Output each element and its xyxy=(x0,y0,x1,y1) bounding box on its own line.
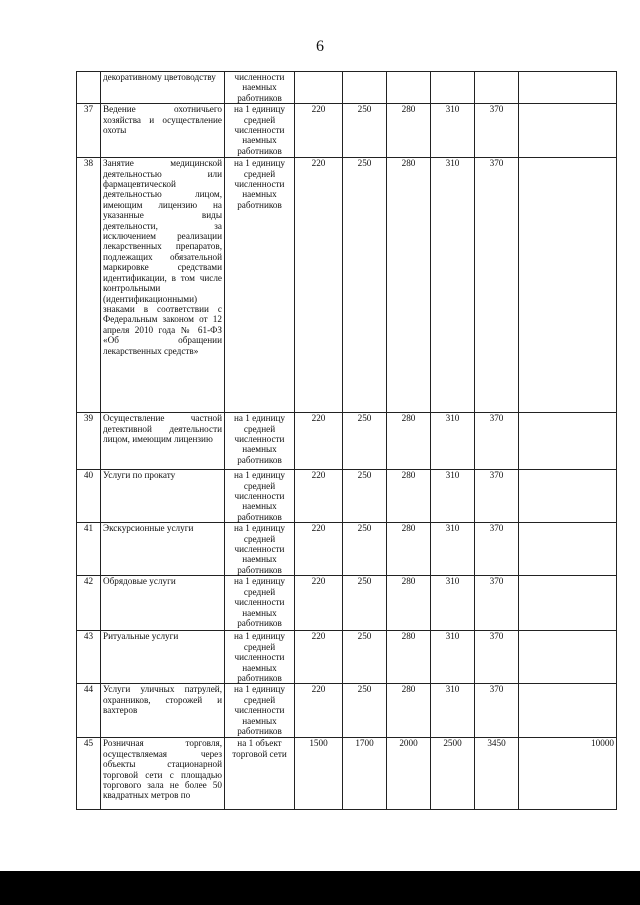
rate-cell: 250 xyxy=(343,470,387,523)
rate-cell: 370 xyxy=(475,684,519,738)
rate-cell: 310 xyxy=(431,576,475,631)
activity-cell: Услуги уличных патрулей, охранников, сторожей и вахтеров xyxy=(101,684,225,738)
rate-cell: 310 xyxy=(431,684,475,738)
rate-cell: 250 xyxy=(343,576,387,631)
rate-cell xyxy=(295,72,343,104)
table-row xyxy=(77,158,617,413)
rate-cell: 220 xyxy=(295,684,343,738)
rate-cell xyxy=(475,72,519,104)
rate-cell: 280 xyxy=(387,413,431,470)
extra-rate-cell xyxy=(519,684,617,738)
row-number-cell: 37 xyxy=(77,104,101,158)
row-number-cell: 44 xyxy=(77,684,101,738)
rate-cell: 220 xyxy=(295,576,343,631)
activity-cell: декоративному цветоводству xyxy=(101,72,225,104)
rate-cell: 310 xyxy=(431,470,475,523)
rate-cell: 220 xyxy=(295,470,343,523)
rate-cell: 220 xyxy=(295,523,343,576)
extra-rate-cell: 10000 xyxy=(519,738,617,810)
unit-cell: на 1 объект торговой сети xyxy=(225,738,295,810)
row-number-cell: 38 xyxy=(77,158,101,413)
unit-cell: на 1 единицу средней численности наемных работников xyxy=(225,523,295,576)
rate-cell: 370 xyxy=(475,104,519,158)
rate-cell: 310 xyxy=(431,413,475,470)
row-number-cell: 43 xyxy=(77,631,101,684)
rate-cell xyxy=(387,72,431,104)
rate-cell: 280 xyxy=(387,631,431,684)
unit-cell: на 1 единицу средней численности наемных работников xyxy=(225,470,295,523)
extra-rate-cell xyxy=(519,631,617,684)
table-row xyxy=(77,413,617,470)
rate-cell: 2500 xyxy=(431,738,475,810)
rate-cell: 220 xyxy=(295,158,343,413)
table-row xyxy=(77,684,617,738)
rate-cell: 2000 xyxy=(387,738,431,810)
rate-cell: 250 xyxy=(343,413,387,470)
row-number-cell: 39 xyxy=(77,413,101,470)
scan-bottom-border xyxy=(0,871,640,905)
table-row xyxy=(77,523,617,576)
rate-cell: 220 xyxy=(295,104,343,158)
rate-cell: 280 xyxy=(387,523,431,576)
extra-rate-cell xyxy=(519,413,617,470)
activity-cell: Ритуальные услуги xyxy=(101,631,225,684)
rate-cell: 1700 xyxy=(343,738,387,810)
rate-cell: 310 xyxy=(431,631,475,684)
rate-cell: 220 xyxy=(295,413,343,470)
rate-cell xyxy=(343,72,387,104)
rate-cell: 370 xyxy=(475,631,519,684)
rate-cell: 370 xyxy=(475,523,519,576)
unit-cell: на 1 единицу средней численности наемных работников xyxy=(225,576,295,631)
rate-cell: 280 xyxy=(387,576,431,631)
rate-cell: 310 xyxy=(431,523,475,576)
unit-cell: численности наемных работников xyxy=(225,72,295,104)
extra-rate-cell xyxy=(519,470,617,523)
rate-cell: 370 xyxy=(475,576,519,631)
rate-cell: 250 xyxy=(343,523,387,576)
extra-rate-cell xyxy=(519,523,617,576)
rate-cell: 220 xyxy=(295,631,343,684)
extra-rate-cell xyxy=(519,576,617,631)
row-number-cell: 45 xyxy=(77,738,101,810)
activity-cell: Услуги по прокату xyxy=(101,470,225,523)
rate-cell xyxy=(431,72,475,104)
table-row xyxy=(77,72,617,104)
rate-cell: 280 xyxy=(387,470,431,523)
row-number-cell xyxy=(77,72,101,104)
extra-rate-cell xyxy=(519,104,617,158)
activity-cell: Осуществление частной детективной деятельности лицом, имеющим лицензию xyxy=(101,413,225,470)
rate-cell: 370 xyxy=(475,470,519,523)
table-row xyxy=(77,470,617,523)
extra-rate-cell xyxy=(519,72,617,104)
rate-cell: 370 xyxy=(475,158,519,413)
rate-cell: 280 xyxy=(387,104,431,158)
extra-rate-cell xyxy=(519,158,617,413)
row-number-cell: 42 xyxy=(77,576,101,631)
rate-cell: 250 xyxy=(343,631,387,684)
activity-cell: Экскурсионные услуги xyxy=(101,523,225,576)
table-row xyxy=(77,631,617,684)
activity-cell: Занятие медицинской деятельностью или фармацевтической деятельностью лицом, имеющим лицензию на указанные виды деятельности, за исключением реализации лекарственных препаратов, подлежащих обязательной маркировке средствами идентификации, в том числе контрольными (идентификационными) знаками в соответствии с Федеральным законом от 12 апреля 2010 года № 61-ФЗ «Об обращении лекарственных средств» xyxy=(101,158,225,413)
rate-cell: 370 xyxy=(475,413,519,470)
unit-cell: на 1 единицу средней численности наемных работников xyxy=(225,631,295,684)
unit-cell: на 1 единицу средней численности наемных работников xyxy=(225,413,295,470)
page-number: 6 xyxy=(316,38,324,55)
rate-cell: 280 xyxy=(387,684,431,738)
unit-cell: на 1 единицу средней численности наемных работников xyxy=(225,684,295,738)
rate-cell: 250 xyxy=(343,684,387,738)
rate-cell: 3450 xyxy=(475,738,519,810)
activity-cell: Ведение охотничьего хозяйства и осуществление охоты xyxy=(101,104,225,158)
table-row xyxy=(77,738,617,810)
rate-cell: 310 xyxy=(431,104,475,158)
tax-rate-table xyxy=(76,71,617,810)
activity-cell: Обрядовые услуги xyxy=(101,576,225,631)
unit-cell: на 1 единицу средней численности наемных работников xyxy=(225,104,295,158)
unit-cell: на 1 единицу средней численности наемных работников xyxy=(225,158,295,413)
activity-cell: Розничная торговля, осуществляемая через объекты стационарной торговой сети с площадью торгового зала не более 50 квадратных метров по xyxy=(101,738,225,810)
table-row xyxy=(77,576,617,631)
table-row xyxy=(77,104,617,158)
row-number-cell: 40 xyxy=(77,470,101,523)
row-number-cell: 41 xyxy=(77,523,101,576)
rate-cell: 1500 xyxy=(295,738,343,810)
rate-cell: 250 xyxy=(343,104,387,158)
rate-cell: 280 xyxy=(387,158,431,413)
rate-cell: 250 xyxy=(343,158,387,413)
rate-cell: 310 xyxy=(431,158,475,413)
